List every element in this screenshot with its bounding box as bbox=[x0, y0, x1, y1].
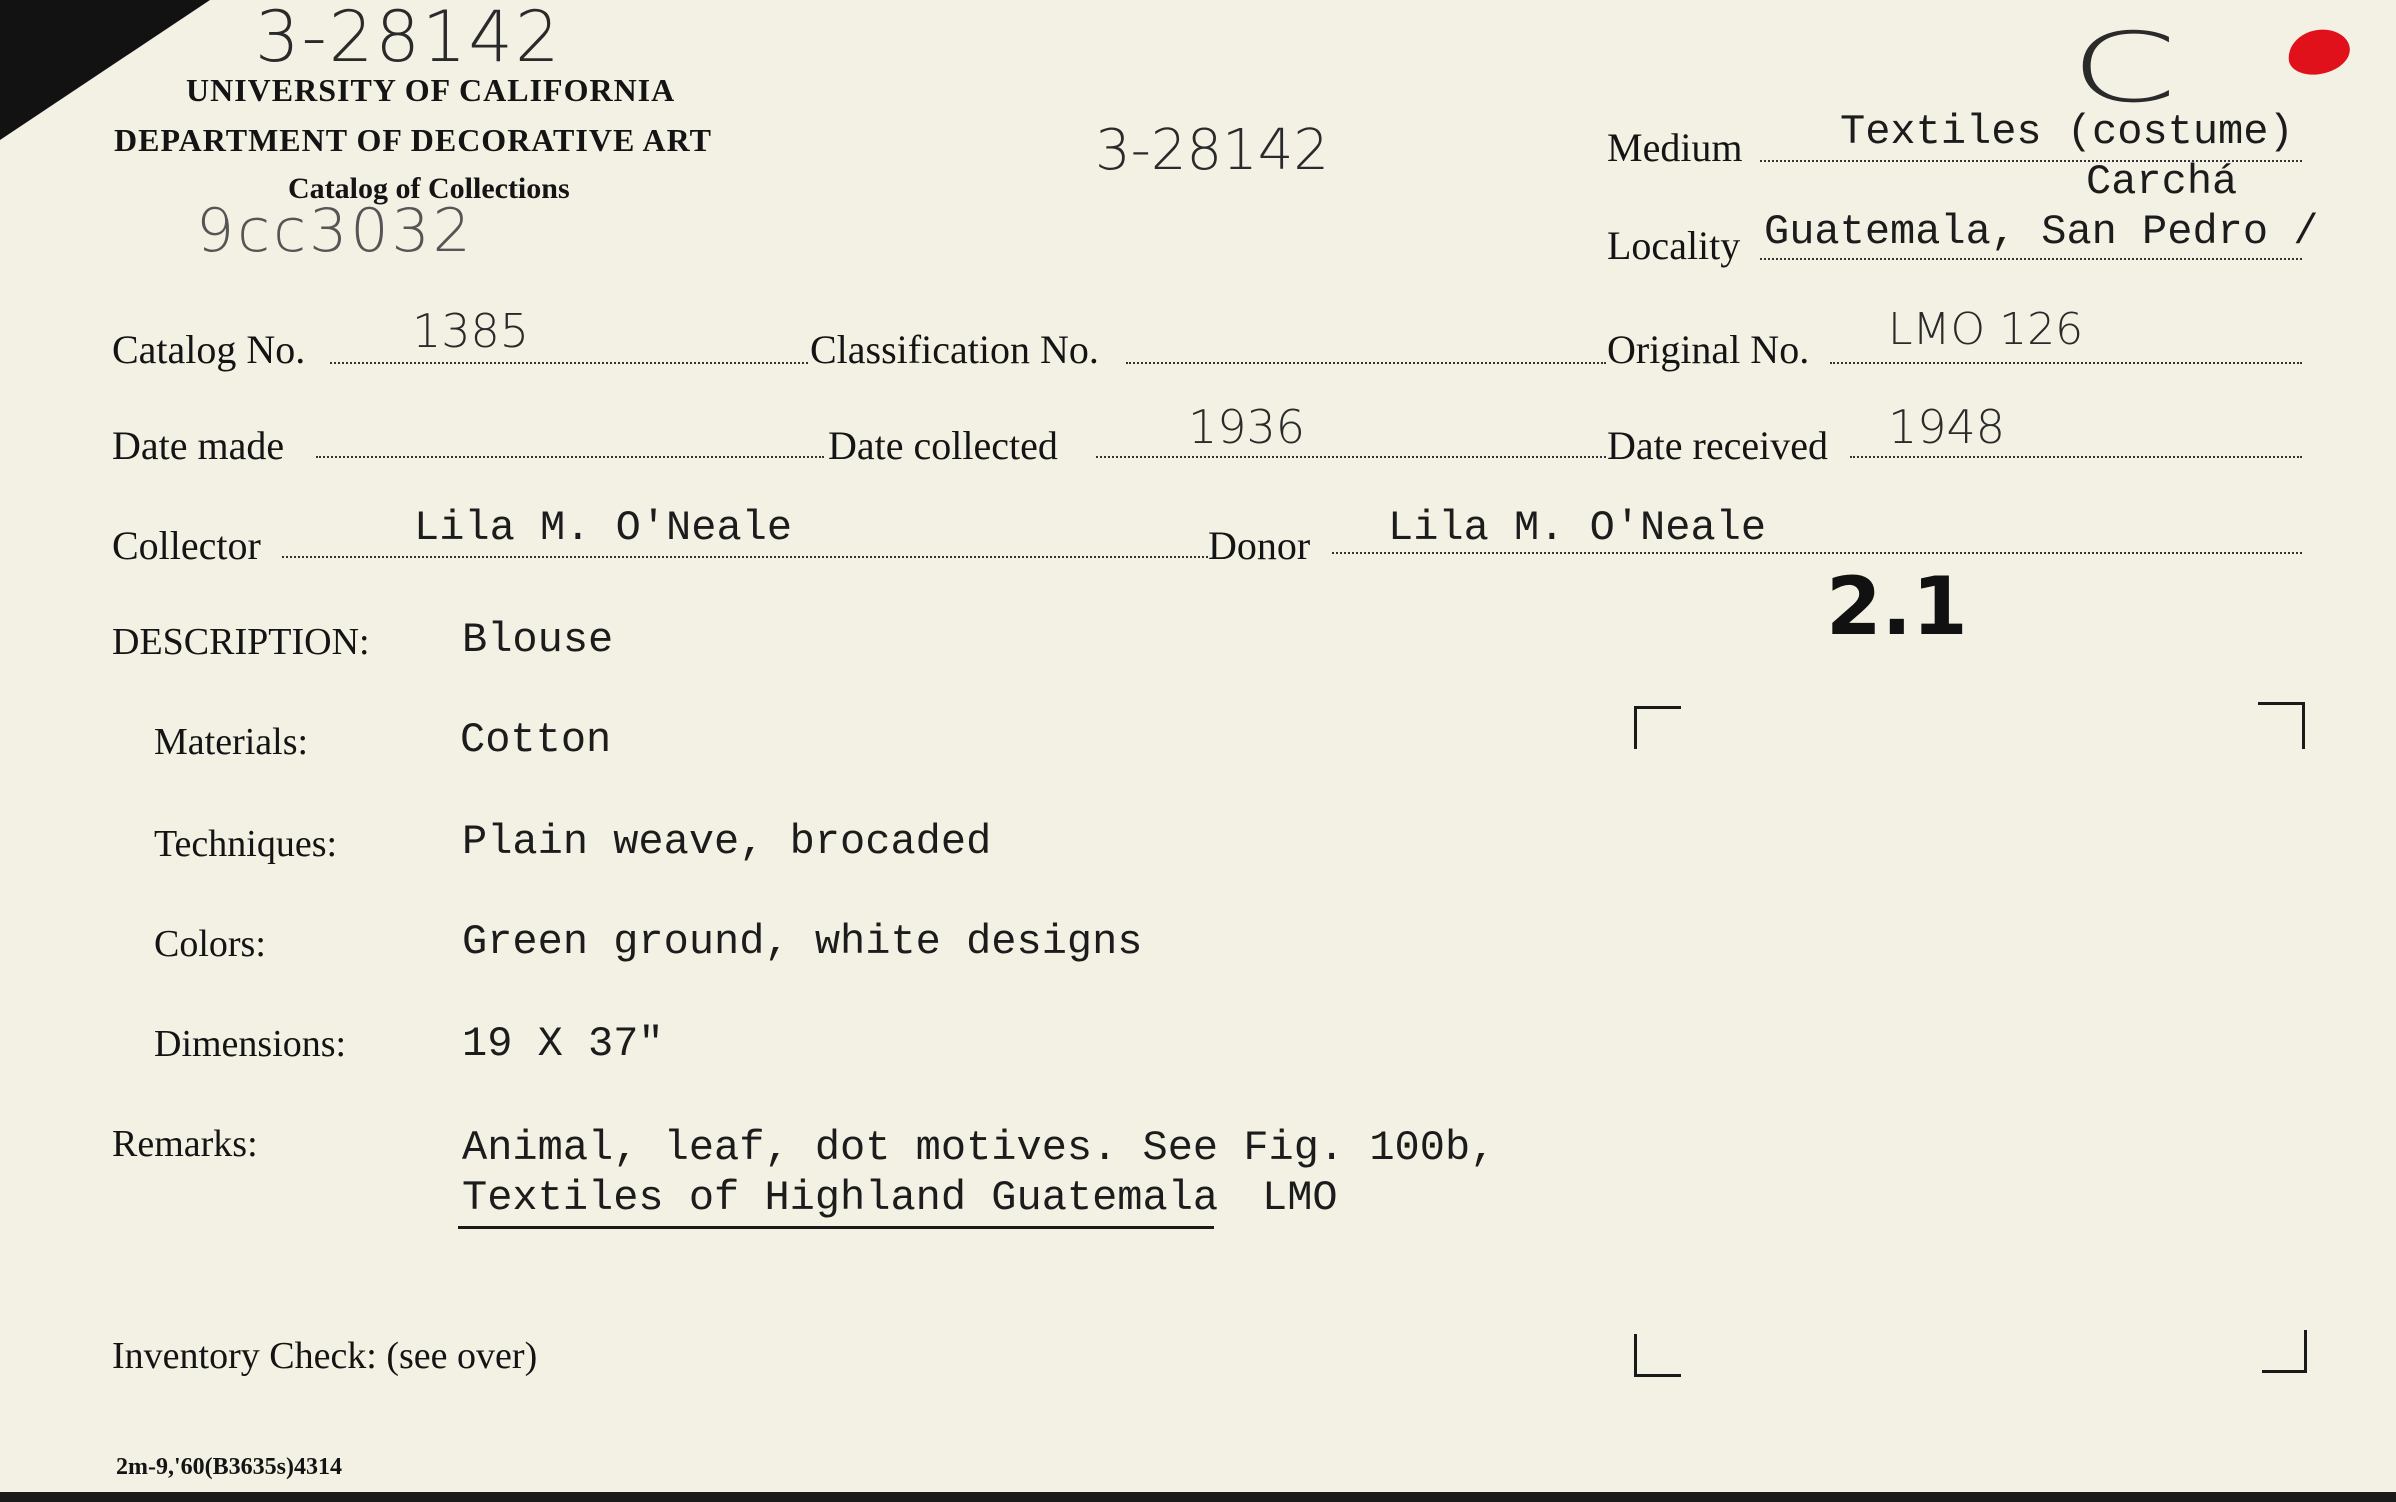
top-handwritten-number: 3-28142 bbox=[255, 0, 562, 78]
remarks-line-1: Animal, leaf, dot motives. See Fig. 100b, bbox=[462, 1124, 1496, 1172]
clipped-corner bbox=[0, 0, 210, 140]
date-received-value: 1948 bbox=[1888, 400, 2006, 454]
photo-corner-bottom-left bbox=[1634, 1334, 1681, 1377]
corner-handwritten-mark: C bbox=[2070, 12, 2178, 124]
catalog-no-value: 1385 bbox=[412, 304, 530, 358]
colors-value: Green ground, white designs bbox=[462, 918, 1143, 966]
description-value: Blouse bbox=[462, 616, 614, 664]
date-collected-value: 1936 bbox=[1188, 400, 1306, 454]
dimensions-value: 19 X 37" bbox=[462, 1020, 664, 1068]
techniques-label: Techniques: bbox=[154, 823, 338, 865]
locality-value-above: Carchá bbox=[2086, 158, 2238, 206]
date-received-label: Date received bbox=[1607, 423, 1828, 468]
accession-handwritten: 9cc3032 bbox=[196, 196, 474, 266]
medium-label: Medium bbox=[1607, 125, 1743, 170]
institution-name: UNIVERSITY OF CALIFORNIA bbox=[186, 72, 676, 108]
donor-line bbox=[1332, 552, 2302, 554]
classification-no-line bbox=[1126, 362, 1606, 364]
book-title-underline bbox=[458, 1226, 1214, 1229]
department-name: DEPARTMENT OF DECORATIVE ART bbox=[114, 122, 712, 158]
original-no-line bbox=[1830, 362, 2302, 364]
catalog-heading: Catalog of Collections bbox=[288, 172, 570, 205]
red-ink-mark bbox=[2285, 26, 2353, 78]
locality-line bbox=[1760, 258, 2302, 260]
collector-value: Lila M. O'Neale bbox=[414, 504, 793, 552]
original-no-label: Original No. bbox=[1607, 327, 1810, 372]
center-handwritten-number: 3-28142 bbox=[1095, 118, 1329, 183]
remarks-initials: LMO bbox=[1262, 1174, 1338, 1222]
date-collected-label: Date collected bbox=[828, 423, 1058, 468]
donor-label: Donor bbox=[1208, 523, 1311, 568]
catalog-no-label: Catalog No. bbox=[112, 327, 306, 372]
date-made-label: Date made bbox=[112, 423, 285, 468]
date-received-line bbox=[1850, 456, 2302, 458]
dimensions-label: Dimensions: bbox=[154, 1023, 347, 1065]
date-made-line bbox=[316, 456, 824, 458]
donor-value: Lila M. O'Neale bbox=[1388, 504, 1767, 552]
colors-label: Colors: bbox=[154, 923, 266, 965]
techniques-value: Plain weave, brocaded bbox=[462, 818, 992, 866]
materials-label: Materials: bbox=[154, 721, 309, 763]
collector-line bbox=[282, 556, 1208, 558]
photo-corner-top-right bbox=[2258, 702, 2305, 749]
date-collected-line bbox=[1096, 456, 1606, 458]
inventory-check-label: Inventory Check: (see over) bbox=[112, 1335, 538, 1377]
catalog-no-line bbox=[330, 362, 808, 364]
collector-label: Collector bbox=[112, 523, 261, 568]
original-no-value: LMO 126 bbox=[1888, 304, 2084, 355]
photo-corner-bottom-right bbox=[2262, 1330, 2307, 1373]
handwritten-mark-2-1: 2.1 bbox=[1826, 560, 1968, 653]
locality-value: Guatemala, San Pedro / bbox=[1764, 208, 2319, 256]
classification-no-label: Classification No. bbox=[810, 327, 1099, 372]
locality-label: Locality bbox=[1607, 223, 1741, 268]
materials-value: Cotton bbox=[460, 716, 612, 764]
description-label: DESCRIPTION: bbox=[112, 621, 370, 663]
photo-corner-top-left bbox=[1634, 706, 1681, 749]
remarks-label: Remarks: bbox=[112, 1123, 258, 1165]
print-code: 2m-9,'60(B3635s)4314 bbox=[116, 1454, 342, 1480]
remarks-book-title: Textiles of Highland Guatemala bbox=[462, 1174, 1219, 1222]
medium-value: Textiles (costume) bbox=[1840, 108, 2294, 156]
